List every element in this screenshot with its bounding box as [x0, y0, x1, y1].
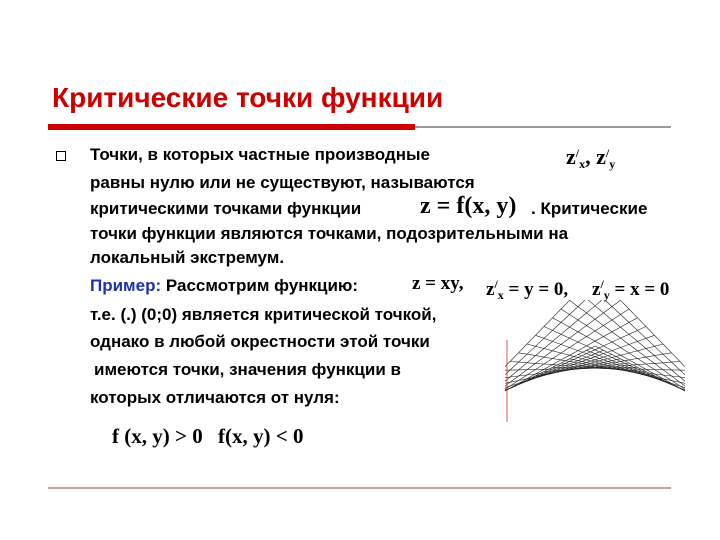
example-line-4: имеются точки, значения функции в	[94, 360, 401, 379]
body-line-3-end: . Критические	[531, 199, 648, 218]
partial-derivatives-formula: $z^/_x$, $z^/_y$	[566, 144, 616, 171]
title-underline-red	[48, 124, 415, 130]
saddle-mesh	[505, 300, 685, 422]
example-line-2: т.е. (.) (0;0) является критической точкой,	[90, 305, 437, 324]
mesh-line	[505, 300, 621, 401]
title-underline-gray	[415, 126, 671, 128]
body-line-2: равны нулю или не существуют, называются	[90, 173, 475, 192]
body-line-1: Точки, в которых частные производные	[90, 145, 430, 164]
bullet-square-icon	[56, 151, 66, 161]
positive-inequality-formula: f (x, y) > 0	[112, 424, 203, 448]
slide-title: Критические точки функции	[52, 82, 444, 113]
body-line-3-start: критическими точками функции	[90, 199, 362, 218]
mesh-line	[570, 300, 686, 401]
example-line-5: которых отличаются от нуля:	[90, 388, 340, 407]
example-line-1	[90, 276, 358, 296]
function-definition-formula: z = f(x, y)	[420, 193, 517, 219]
mesh-line	[505, 300, 604, 410]
body-line-5: локальный экстремум.	[90, 248, 285, 267]
negative-inequality-formula: f(x, y) < 0	[218, 424, 304, 448]
example-intro: Рассмотрим функцию:	[165, 276, 359, 295]
saddle-surface-plot	[505, 300, 685, 430]
mesh-line	[505, 309, 629, 397]
example-label: Пример:	[90, 276, 162, 295]
dzdy-formula: $z^/_y = x = 0$	[592, 277, 670, 302]
mesh-line	[561, 309, 685, 397]
mesh-line	[587, 300, 686, 410]
example-function-formula: z = xy,	[412, 273, 464, 294]
dzdx-formula: $z^/_x = y = 0$,	[486, 277, 569, 302]
mesh-line	[505, 300, 612, 406]
body-line-4: точки функции являются точками, подозрительными на	[90, 224, 569, 243]
footer-rule	[48, 487, 671, 489]
mesh-line	[578, 300, 685, 406]
example-line-3: однако в любой окрестности этой точки	[90, 332, 430, 351]
